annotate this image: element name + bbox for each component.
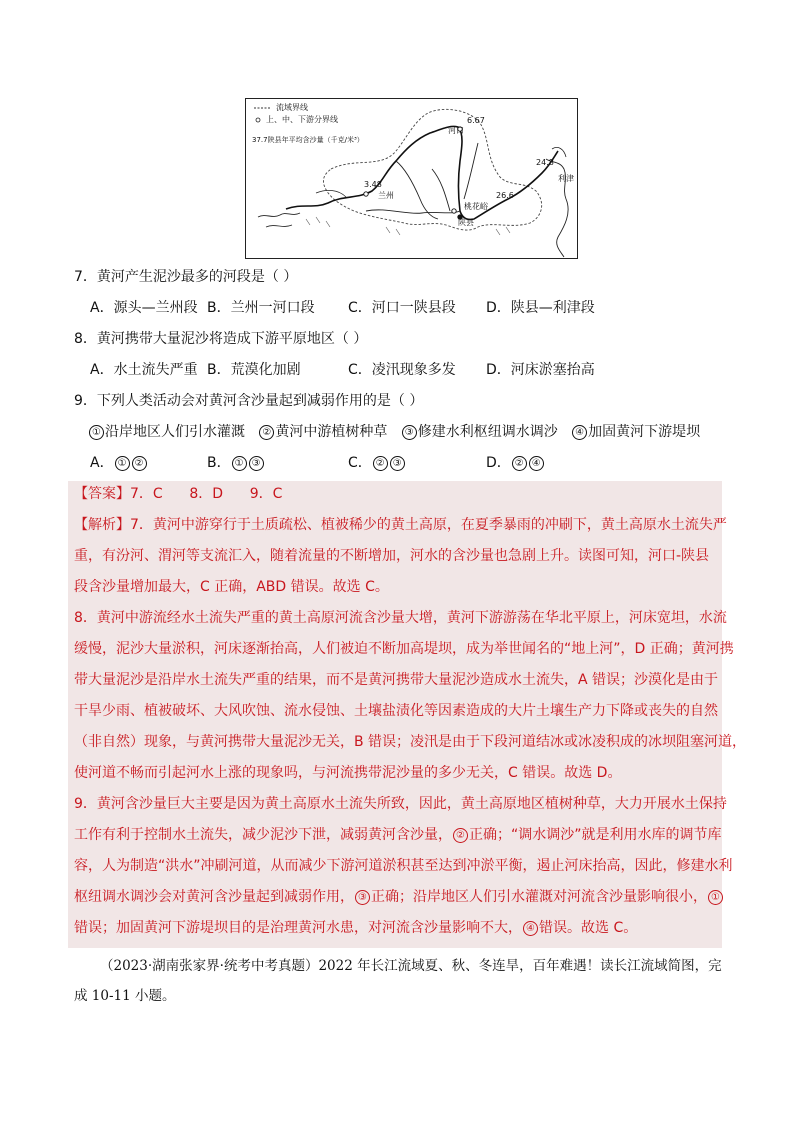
value-mid: 26.6	[496, 191, 514, 200]
q9-option-d-n2: ④	[529, 456, 544, 471]
value-hekou: 6.67	[467, 116, 485, 125]
analysis-line-10: 9．黄河含沙量巨大主要是因为黄土高原水土流失所致，因此，黄土高原地区植树种草，大力开展水土保持	[74, 796, 727, 812]
analysis-num-13b: ①	[708, 890, 723, 905]
q8-option-a: A．水土流失严重	[90, 362, 198, 378]
q7-stem: 7．黄河产生泥沙最多的河段是（ ）	[74, 269, 298, 285]
q9-option-b	[207, 453, 265, 473]
q8-option-b: B．荒漠化加剧	[207, 362, 301, 378]
q8-option-c: C．凌汛现象多发	[348, 362, 456, 378]
analysis-text-13b: 正确；沿岸地区人们引水灌溉对河流含沙量影响很小，	[371, 889, 707, 905]
analysis-line-11	[74, 825, 722, 845]
q9-option-d-prefix: D．	[486, 455, 511, 471]
value-lanzhou: 3.48	[364, 180, 382, 189]
q9-item-2-num: ②	[259, 425, 274, 440]
q9-option-b-n1: ①	[232, 456, 247, 471]
q9-option-a-n1: ①	[115, 456, 130, 471]
label-lijin: 利津	[558, 174, 574, 183]
analysis-line-7: 干旱少雨、植被破坏、大风吹蚀、流水侵蚀、土壤盐渍化等因素造成的大片土壤生产力下降或丧失的自然	[74, 703, 718, 719]
q9-option-c-n1: ②	[373, 456, 388, 471]
analysis-num-11: ②	[453, 828, 468, 843]
q7-option-d: D．陕县—利津段	[486, 300, 595, 316]
intro-line-2: 成 10-11 小题。	[74, 988, 176, 1004]
value-lijin: 24.8	[536, 158, 554, 167]
analysis-line-2: 重，有汾河、渭河等支流汇入，随着流量的不断增加，河水的含沙量也急剧上升。读图可知，河口-陕县	[74, 548, 710, 564]
analysis-tag: 【解析】	[74, 517, 130, 533]
q7-option-b: B．兰州一河口段	[207, 300, 315, 316]
q8-option-d: D．河床淤塞抬高	[486, 362, 595, 378]
answer-tag: 【答案】	[74, 486, 130, 502]
legend-divider: 上、中、下游分界线	[266, 115, 338, 124]
q9-option-c	[348, 453, 406, 473]
label-taohuayu: 桃花峪	[464, 202, 488, 211]
q9-option-d-n1: ②	[512, 456, 527, 471]
q9-items	[88, 422, 700, 442]
label-shanxian: 陕县	[458, 218, 474, 227]
analysis-line-3: 段含沙量增加最大，C 正确，ABD 错误。故选 C。	[74, 579, 389, 595]
answer-line	[74, 484, 282, 504]
analysis-text-11a: 工作有利于控制水土流失，减少泥沙下泄，减弱黄河含沙量，	[74, 827, 452, 843]
q9-option-a-n2: ②	[132, 456, 147, 471]
q9-stem: 9．下列人类活动会对黄河含沙量起到减弱作用的是（ ）	[74, 393, 424, 409]
analysis-line-12: 容，人为制造“洪水”冲刷河道，从而减少下游河道淤积甚至达到冲淤平衡，遏止河床抬高，因此，修建水利	[74, 858, 733, 874]
q9-option-c-n2: ③	[390, 456, 405, 471]
analysis-line-5: 缓慢，泥沙大量淤积，河床逐渐抬高，人们被迫不断加高堤坝，成为举世闻名的“地上河”，D 正确；黄河携	[74, 641, 734, 657]
analysis-line-6: 带大量泥沙是沿岸水土流失严重的结果，而不是黄河携带大量泥沙造成水土流失，A 错误；沙漠化是由于	[74, 672, 719, 688]
q8-stem: 8．黄河携带大量泥沙将造成下游平原地区（ ）	[74, 331, 368, 347]
analysis-line-8: （非自然）现象，与黄河携带大量泥沙无关，B 错误；凌汛是由于下段河道结冰或冰凌积成的冰坝阻塞河道，	[74, 734, 747, 750]
analysis-num-14: ④	[523, 921, 538, 936]
q7-option-a: A．源头—兰州段	[90, 300, 198, 316]
q9-option-d	[486, 453, 545, 473]
yellow-river-map	[245, 98, 578, 259]
q9-option-b-n2: ③	[249, 456, 264, 471]
legend-boundary: 流域界线	[276, 103, 308, 112]
analysis-text-11b: 正确；“调水调沙”就是利用水库的调节库	[469, 827, 722, 843]
q9-item-1-num: ①	[89, 425, 104, 440]
label-lanzhou: 兰州	[378, 191, 394, 200]
q9-item-1: 沿岸地区人们引水灌溉	[105, 424, 245, 440]
analysis-num-13: ③	[355, 890, 370, 905]
q9-item-3: 修建水利枢纽调水调沙	[417, 424, 558, 440]
answer-text: 7．C 8．D 9．C	[130, 486, 283, 502]
analysis-line-4: 8．黄河中游流经水土流失严重的黄土高原河流含沙量大增，黄河下游游荡在华北平原上，河床宽坦，水流	[74, 610, 727, 626]
analysis-line-1	[74, 515, 727, 535]
q7-option-c: C．河口一陕县段	[348, 300, 456, 316]
analysis-text-14b: 错误。故选 C。	[539, 920, 638, 936]
q9-option-c-prefix: C．	[348, 455, 372, 471]
analysis-text-14a: 错误；加固黄河下游堤坝目的是治理黄河水患，对河流含沙量影响不大，	[74, 920, 522, 936]
q9-item-4-num: ④	[572, 425, 587, 440]
q9-option-a-prefix: A．	[90, 455, 114, 471]
analysis-line-13	[74, 887, 724, 907]
q9-item-3-num: ③	[402, 425, 417, 440]
q9-item-2: 黄河中游植树种草	[275, 424, 388, 440]
analysis-text-13a: 枢纽调水调沙会对黄河含沙量起到减弱作用，	[74, 889, 354, 905]
analysis-line-9: 使河道不畅而引起河水上涨的现象吗，与河流携带泥沙量的多少无关，C 错误。故选 D。	[74, 765, 622, 781]
q9-item-4: 加固黄河下游堤坝	[588, 424, 701, 440]
legend-sediment: 37.7陕县年平均含沙量（千克/米³）	[252, 136, 364, 144]
intro-line-1: （2023·湖南张家界·统考中考真题）2022 年长江流域夏、秋、冬连旱，百年难遇！读长江流域简图，完	[100, 958, 722, 974]
q9-option-a	[90, 453, 148, 473]
q9-option-b-prefix: B．	[207, 455, 231, 471]
label-hekou: 河口	[448, 126, 464, 135]
analysis-line-14	[74, 918, 637, 938]
analysis-text-1: 7．黄河中游穿行于土质疏松、植被稀少的黄土高原，在夏季暴雨的冲刷下，黄土高原水土流失严	[130, 517, 727, 533]
